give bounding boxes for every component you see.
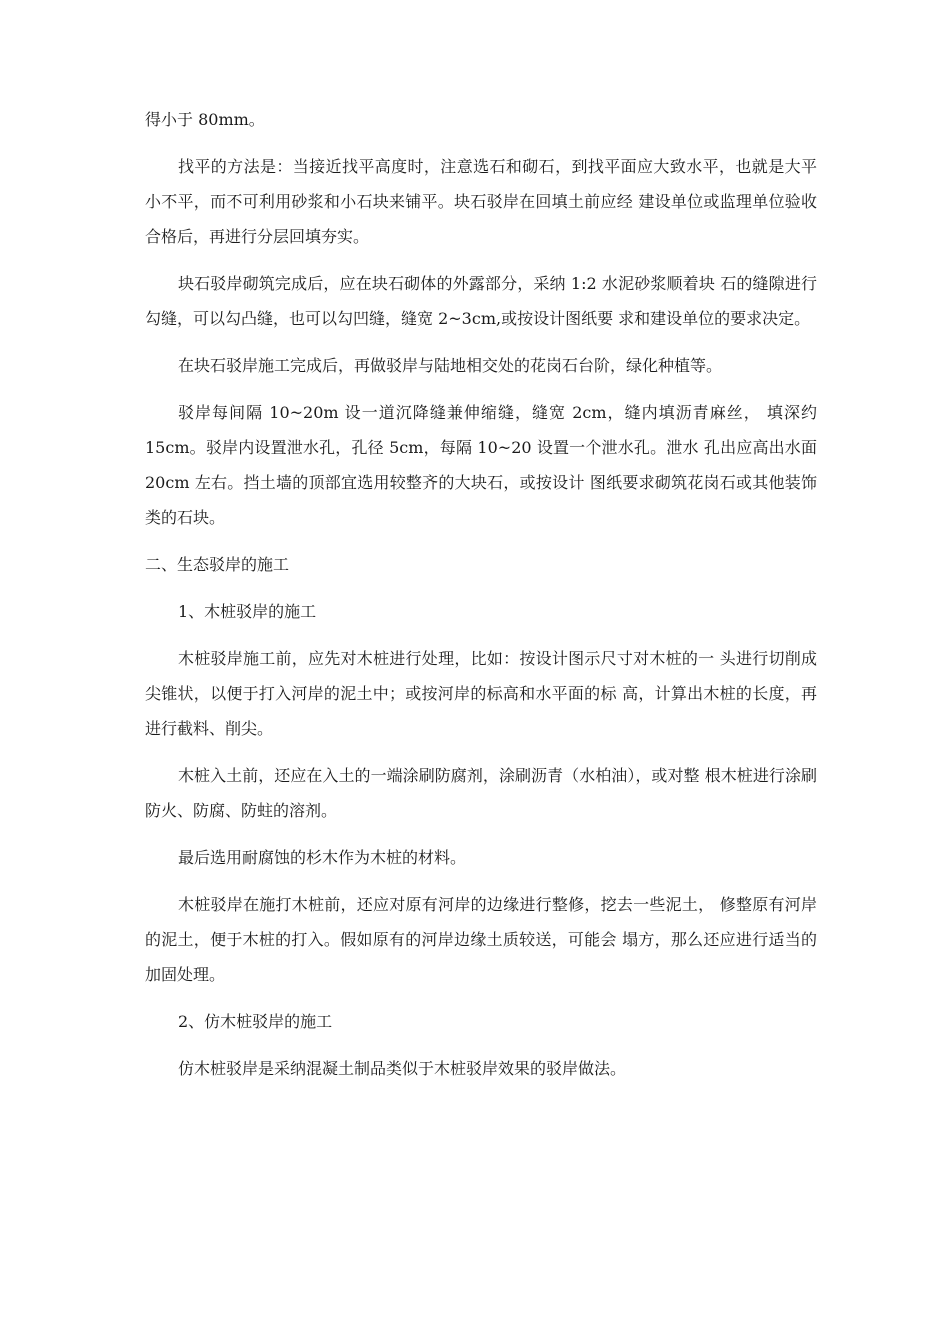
- paragraph: 驳岸每间隔 10~20m 设一道沉降缝兼伸缩缝，缝宽 2cm，缝内填沥青麻丝， 填深约 15cm。驳岸内设置泄水孔，孔径 5cm，每隔 10~20 设置一个泄水孔。泄水 孔出应高出水面 20cm 左右。挡土墙的顶部宜选用较整齐的大块石，或按设计 图纸要求砌筑花岗石或其他装饰类的石块。: [145, 403, 817, 527]
- paragraph: 在块石驳岸施工完成后，再做驳岸与陆地相交处的花岗石台阶，绿化种植等。: [178, 356, 723, 375]
- document-body: [145, 102, 817, 1098]
- paragraph: 木桩驳岸在施打木桩前，还应对原有河岸的边缘进行整修，挖去一些泥土， 修整原有河岸的泥土，便于木桩的打入。假如原有的河岸边缘土质较送，可能会 塌方，那么还应进行适当的加固处理。: [145, 895, 817, 984]
- paragraph: 最后选用耐腐蚀的杉木作为木桩的材料。: [178, 848, 467, 867]
- paragraph: 找平的方法是：当接近找平高度时，注意选石和砌石，到找平面应大致水平，也就是大平小不平，而不可利用砂浆和小石块来铺平。块石驳岸在回填土前应经 建设单位或监理单位验收合格后，再进行分层回填夯实。: [145, 157, 817, 246]
- paragraph: 得小于 80mm。: [145, 110, 265, 129]
- subsection-heading: 1、木桩驳岸的施工: [178, 602, 317, 621]
- paragraph: 木桩入土前，还应在入土的一端涂刷防腐剂，涂刷沥青（水柏油），或对整 根木桩进行涂刷防火、防腐、防蛀的溶剂。: [145, 766, 817, 820]
- paragraph: 木桩驳岸施工前，应先对木桩进行处理，比如：按设计图示尺寸对木桩的一 头进行切削成尖锥状，以便于打入河岸的泥土中；或按河岸的标高和水平面的标 高，计算出木桩的长度，再进行截料、削尖。: [145, 649, 817, 738]
- section-heading: 二、生态驳岸的施工: [145, 555, 290, 574]
- paragraph: 块石驳岸砌筑完成后，应在块石砌体的外露部分，采纳 1:2 水泥砂浆顺着块 石的缝隙进行勾缝，可以勾凸缝，也可以勾凹缝，缝宽 2~3cm,或按设计图纸要 求和建设单位的要求决定。: [145, 274, 817, 328]
- paragraph: 仿木桩驳岸是采纳混凝土制品类似于木桩驳岸效果的驳岸做法。: [178, 1059, 627, 1078]
- subsection-heading: 2、仿木桩驳岸的施工: [178, 1012, 333, 1031]
